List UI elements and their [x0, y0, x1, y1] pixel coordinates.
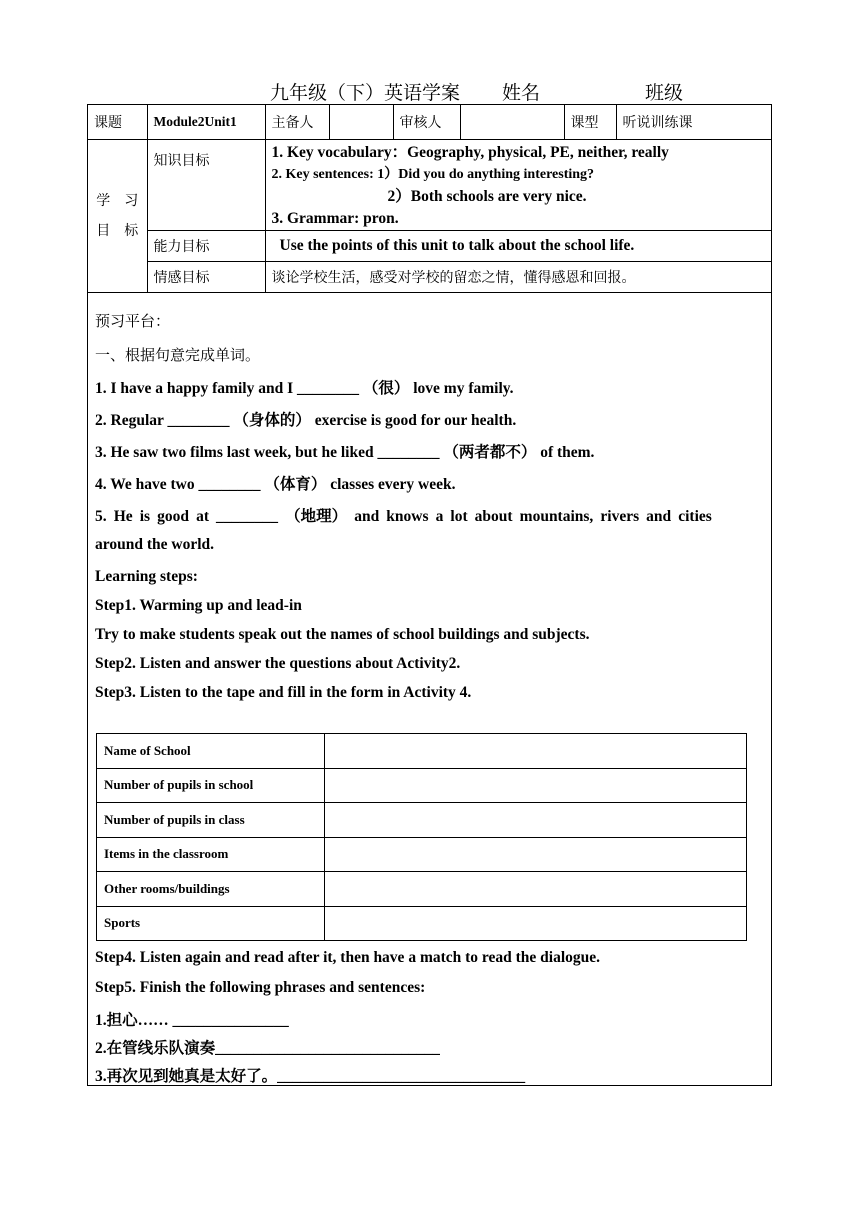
type-value: 听说训练课 [616, 105, 771, 139]
ability-text: Use the points of this unit to talk about the school life. [265, 230, 771, 261]
row-label: Number of pupils in class [97, 803, 325, 838]
row-answer-cell[interactable] [325, 872, 747, 907]
type-label: 课型 [564, 105, 616, 139]
knowledge-line: 1. Key vocabulary：Geography, physical, PE, neither, really [271, 143, 669, 161]
section-heading: 一、根据句意完成单词。 [95, 346, 261, 364]
row-label: Name of School [97, 734, 325, 769]
class-label: 班级 [645, 83, 684, 104]
phrase-1: 1.担心…… _______________ [95, 1012, 289, 1029]
goals-label-line2: 目 标 [96, 222, 139, 239]
question-2: 2. Regular ________ （身体的） exercise is good for our health. [95, 412, 517, 429]
phrase-2: 2.在管线乐队演奏_____________________________ [95, 1040, 440, 1057]
preparer-label: 主备人 [265, 105, 329, 139]
learning-steps-heading: Learning steps: [95, 568, 198, 585]
goals-label-line1: 学 习 [96, 192, 139, 209]
row-answer-cell[interactable] [325, 837, 747, 872]
step-1: Step1. Warming up and lead-in [95, 597, 302, 614]
table-row [97, 837, 747, 872]
activity-form-table [96, 733, 747, 941]
reviewer-value [460, 105, 564, 139]
table-row [97, 803, 747, 838]
reviewer-label: 审核人 [393, 105, 460, 139]
goals-label [88, 139, 147, 292]
phrase-3: 3.再次见到她真是太好了。________________________________ [95, 1068, 526, 1085]
knowledge-line: 3. Grammar: pron. [271, 209, 399, 227]
step-2: Step2. Listen and answer the questions about Activity2. [95, 655, 461, 672]
ability-label: 能力目标 [147, 230, 265, 261]
topic-value: Module2Unit1 [147, 105, 265, 139]
step-1-description: Try to make students speak out the names of school buildings and subjects. [95, 626, 590, 643]
row-answer-cell[interactable] [325, 768, 747, 803]
table-row [97, 734, 747, 769]
preparer-value [329, 105, 393, 139]
knowledge-line: 2）Both schools are very nice. [387, 187, 587, 205]
header-table [88, 105, 771, 293]
row-label: Other rooms/buildings [97, 872, 325, 907]
emotion-row [88, 261, 771, 292]
question-5: 5. He is good at ________ （地理） and knows a lot about mountains, rivers and cities [95, 508, 712, 525]
knowledge-line: 2. Key sentences: 1）Did you do anything interesting? [271, 166, 595, 182]
table-row [97, 768, 747, 803]
header-row [88, 105, 771, 139]
question-5-continued: around the world. [95, 536, 214, 553]
table-row [97, 906, 747, 941]
name-label: 姓名 [502, 83, 541, 104]
page-title: 九年级（下）英语学案 [270, 83, 461, 104]
knowledge-label: 知识目标 [147, 139, 265, 230]
topic-label: 课题 [88, 105, 147, 139]
page-title-line [0, 78, 860, 106]
row-label: Items in the classroom [97, 837, 325, 872]
table-row [97, 872, 747, 907]
row-label: Number of pupils in school [97, 768, 325, 803]
row-answer-cell[interactable] [325, 734, 747, 769]
knowledge-row [88, 139, 771, 230]
preview-platform-heading: 预习平台： [95, 312, 171, 330]
knowledge-content [265, 139, 771, 230]
row-answer-cell[interactable] [325, 803, 747, 838]
row-label: Sports [97, 906, 325, 941]
emotion-text: 谈论学校生活，感受对学校的留恋之情，懂得感恩和回报。 [265, 261, 771, 292]
step-3: Step3. Listen to the tape and fill in the form in Activity 4. [95, 684, 472, 701]
step-4: Step4. Listen again and read after it, then have a match to read the dialogue. [95, 949, 601, 966]
question-4: 4. We have two ________ （体育） classes every week. [95, 476, 456, 493]
row-answer-cell[interactable] [325, 906, 747, 941]
step-5: Step5. Finish the following phrases and sentences: [95, 979, 426, 996]
question-1: 1. I have a happy family and I ________ （很） love my family. [95, 380, 514, 397]
question-3: 3. He saw two films last week, but he liked ________ （两者都不） of them. [95, 444, 595, 461]
emotion-label: 情感目标 [147, 261, 265, 292]
ability-row [88, 230, 771, 261]
